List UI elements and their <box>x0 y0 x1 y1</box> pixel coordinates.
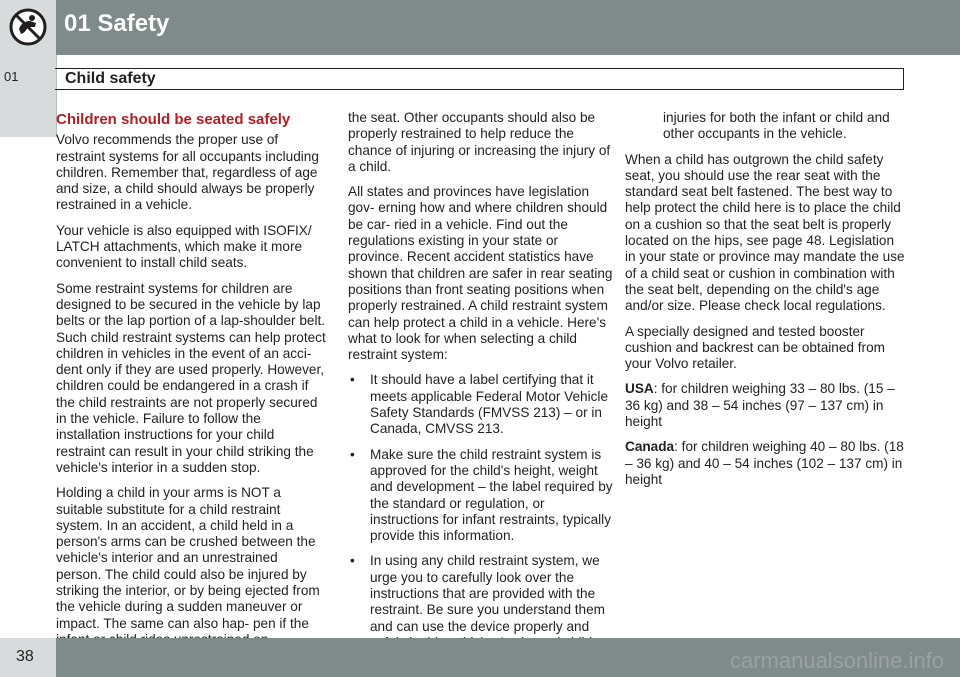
watermark: carmanualsonline.info <box>729 648 944 673</box>
content-heading: Children should be seated safely <box>56 111 291 128</box>
header-icon-box <box>0 0 56 55</box>
column-3 <box>625 110 907 497</box>
paragraph: the seat. Other occupants should also be properly restrained to help reduce the chance of injuring or increasing the injury of a child. <box>348 110 611 174</box>
usa-note <box>625 381 907 430</box>
chapter-tab <box>0 55 57 137</box>
paragraph: When a child has outgrown the child safety seat, you should use the rear seat with the standard seat belt fastened. The best way to help protect the child here is to place the child on a cushion so that the seat belt is properly located on the hips, see page 48. Legislation in your state or province may mandate the use of a child seat or cushion in combination with the seat belt, depending on the child's age and/or size. Please check local regulations. <box>625 151 905 314</box>
paragraph: Some restraint systems for children are designed to be secured in the vehicle by lap belts or the lap portion of a lap-shoulder belt. Such child restraint systems can help protect children in vehicles in the event of an acci- dent only if they are used properly. However, children could be endangered in a crash if the child restraints are not properly secured in the vehicle. Failure to follow the installation instructions for your child restraint can result in your child striking the vehicle's interior in a sudden stop. <box>56 280 326 475</box>
paragraph: Your vehicle is also equipped with ISOFIX/ LATCH attachments, which make it more convenient to install child seats. <box>56 222 312 271</box>
paragraph: A specially designed and tested booster cushion and backrest can be obtained from your Volvo retailer. <box>625 323 885 372</box>
bullet-icon: • <box>350 446 355 462</box>
bullet-list <box>348 372 616 667</box>
canada-note <box>625 439 907 488</box>
page-number: 38 <box>16 648 34 665</box>
page-footer <box>0 638 960 677</box>
usa-label: USA <box>625 381 654 397</box>
list-item-continuation: injuries for both the infant or child and other occupants in the vehicle. <box>663 110 890 142</box>
canada-label: Canada <box>625 439 675 455</box>
paragraph: Volvo recommends the proper use of restraint systems for all occupants including children. Remember that, regardless of age and size, a child should always be properly restrained in a vehicle. <box>56 132 319 213</box>
no-airbag-child-seat-icon <box>8 7 48 47</box>
section-title-bar <box>55 68 904 90</box>
list-item <box>348 372 616 437</box>
bullet-icon: • <box>350 553 355 569</box>
usa-text: : for children weighing 33 – 80 lbs. (15 – 36 kg) and 38 – 54 inches (97 – 137 cm) in height <box>625 381 895 430</box>
chapter-title: 01 Safety <box>64 10 170 37</box>
list-item-text: Make sure the child restraint system is approved for the child's height, weight and development – the label required by the standard or regulation, or instructions for infant restraints, typically provide this information. <box>370 446 613 544</box>
paragraph: Holding a child in your arms is NOT a suitable substitute for a child restraint system. In an accident, a child held in a person's arms can be crushed between the vehicle's interior and an unrestrained person. The child could also be injured by striking the interior, or by being ejected from the vehicle during a sudden maneuver or impact. The same can also hap- pen if the <box>56 485 320 631</box>
canada-text: : for children weighing 40 – 80 lbs. (18 – 36 kg) and 40 – 54 inches (102 – 137 cm) in height <box>625 439 904 487</box>
column-2 <box>348 110 616 677</box>
list-item-text: It should have a label certifying that it meets applicable Federal Motor Vehicle Safety Standards (FMVSS 213) – or in Canada, CMVSS 213. <box>370 372 609 437</box>
page-number-box <box>0 638 56 677</box>
list-item-text: In using any child restraint system, we urge you to carefully look over the instructions that are provided with the restraint. Be sure you understand them and can use the device properly and <box>370 553 605 634</box>
list-item <box>348 447 616 545</box>
bullet-icon: • <box>350 372 355 388</box>
chapter-tab-label: 01 <box>4 69 19 84</box>
column-1 <box>56 110 326 657</box>
section-title: Child safety <box>65 70 156 87</box>
page-header <box>0 0 960 55</box>
paragraph: All states and provinces have legislation gov- erning how and where children should be car- ried in a vehicle. Find out the regulations existing in your state or province. Recent accident statistics have shown that children are safer in rear seating positions than front seating positions when properly restrained. A child restraint system can help protect a child in a vehicle. Here's what to look for when selecting a child restraint system: <box>348 184 613 363</box>
